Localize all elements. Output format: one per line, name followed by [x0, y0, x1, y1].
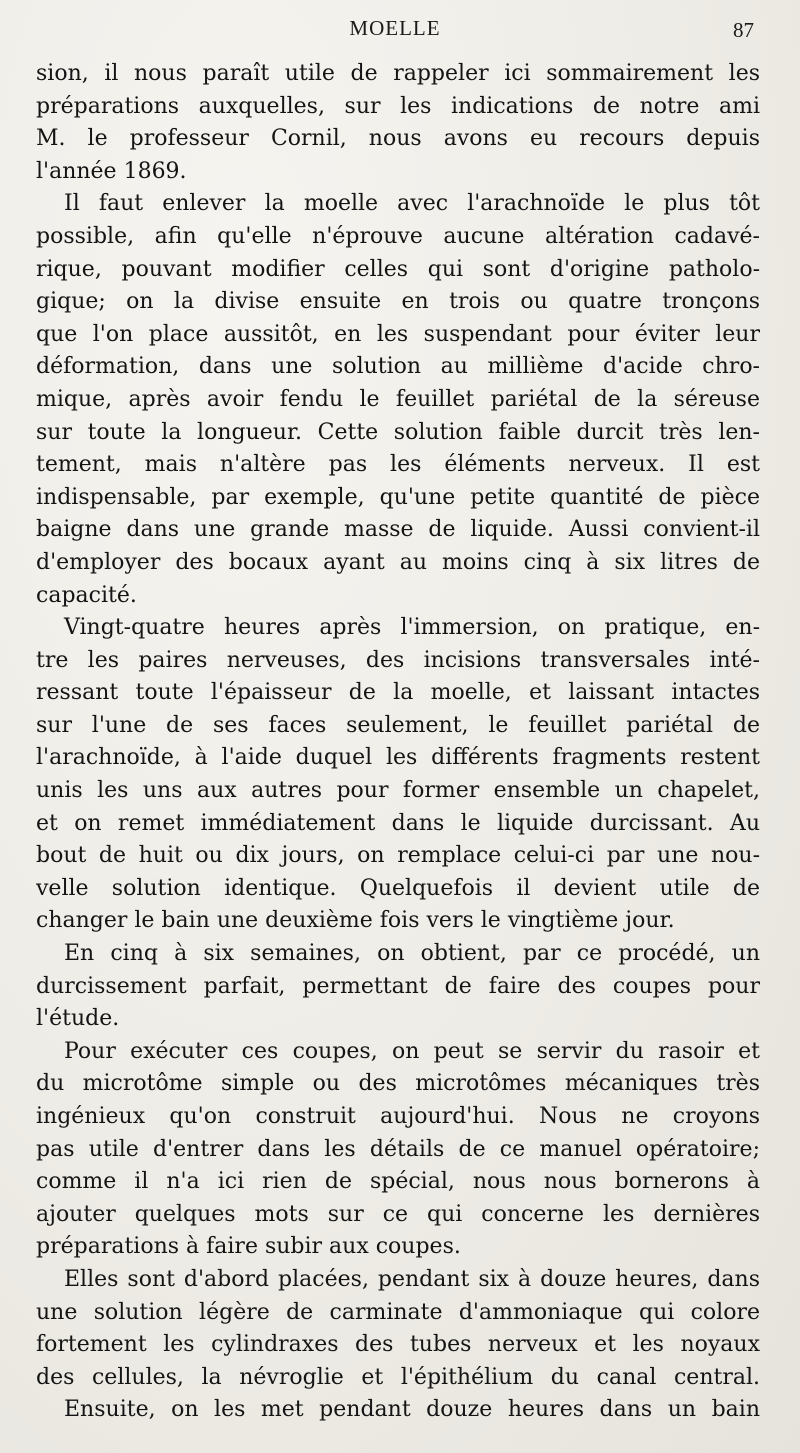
- text-line: changer le bain une deuxième fois vers le vingtième jour.: [36, 908, 675, 934]
- body-text: [36, 58, 760, 1427]
- text-line: baigne dans une grande masse de liquide. Aussi convient-il: [36, 517, 760, 543]
- running-head: [0, 16, 800, 44]
- text-line: rique, pouvant modifier celles qui sont d'origine patholo-: [36, 256, 760, 282]
- text-line: l'année 1869.: [36, 158, 187, 184]
- text-line: une solution légère de carminate d'ammoniaque qui colore: [36, 1299, 760, 1325]
- text-line: des cellules, la névroglie et l'épithélium du canal central.: [36, 1364, 760, 1390]
- text-line: l'étude.: [36, 1006, 120, 1032]
- text-line: possible, afin qu'elle n'éprouve aucune altération cadavé-: [36, 223, 760, 249]
- text-line: sion, il nous paraît utile de rappeler ici sommairement les: [36, 61, 760, 86]
- text-line: En cinq à six semaines, on obtient, par ce procédé, un: [64, 941, 760, 967]
- text-line: déformation, dans une solution au millième d'acide chro-: [36, 354, 760, 380]
- text-line: ajouter quelques mots sur ce qui concerne les dernières: [36, 1201, 760, 1227]
- text-line: sur toute la longueur. Cette solution faible durcit très len-: [36, 419, 760, 445]
- text-line: préparations à faire subir aux coupes.: [36, 1234, 461, 1260]
- text-line: capacité.: [36, 582, 137, 608]
- text-line: Ensuite, on les met pendant douze heures dans un bain: [64, 1397, 760, 1423]
- text-line: gique; on la divise ensuite en trois ou quatre tronçons: [36, 289, 760, 315]
- text-line: d'employer des bocaux ayant au moins cinq à six litres de: [36, 549, 760, 575]
- text-line: mique, après avoir fendu le feuillet pariétal de la séreuse: [36, 386, 760, 412]
- text-line: Vingt-quatre heures après l'immersion, on pratique, en-: [64, 615, 760, 641]
- text-line: sur l'une de ses faces seulement, le feuillet pariétal de: [36, 712, 760, 738]
- text-line: que l'on place aussitôt, en les suspendant pour éviter leur: [36, 321, 760, 347]
- text-line: Elles sont d'abord placées, pendant six à douze heures, dans: [64, 1266, 760, 1292]
- text-line: ingénieux qu'on construit aujourd'hui. Nous ne croyons: [36, 1104, 760, 1129]
- text-line: ressant toute l'épaisseur de la moelle, et laissant intactes: [36, 680, 760, 706]
- text-line: velle solution identique. Quelquefois il devient utile de: [36, 875, 760, 901]
- text-line: M. le professeur Cornil, nous avons eu recours depuis: [36, 126, 760, 152]
- text-line: du microtôme simple ou des microtômes mécaniques très: [36, 1071, 760, 1097]
- running-title: MOELLE: [349, 16, 441, 40]
- text-line: pas utile d'entrer dans les détails de ce manuel opératoire;: [36, 1136, 760, 1162]
- page-number: 87: [733, 18, 754, 42]
- text-line: l'arachnoïde, à l'aide duquel les différents fragments restent: [36, 745, 760, 771]
- text-line: fortement les cylindraxes des tubes nerveux et les noyaux: [36, 1332, 760, 1358]
- text-line: comme il n'a ici rien de spécial, nous nous bornerons à: [36, 1169, 760, 1195]
- text-line: et on remet immédiatement dans le liquide durcissant. Au: [36, 810, 760, 836]
- text-line: tre les paires nerveuses, des incisions transversales inté-: [36, 647, 760, 673]
- text-line: indispensable, par exemple, qu'une petite quantité de pièce: [36, 484, 760, 510]
- text-line: tement, mais n'altère pas les éléments nerveux. Il est: [36, 452, 760, 478]
- text-line: bout de huit ou dix jours, on remplace celui-ci par une nou-: [36, 843, 760, 869]
- text-line: Il faut enlever la moelle avec l'arachnoïde le plus tôt: [64, 191, 760, 217]
- text-line: durcissement parfait, permettant de faire des coupes pour: [36, 973, 760, 999]
- text-line: préparations auxquelles, sur les indications de notre ami: [36, 93, 760, 119]
- text-line: unis les uns aux autres pour former ensemble un chapelet,: [36, 778, 760, 804]
- text-line: Pour exécuter ces coupes, on peut se servir du rasoir et: [64, 1038, 760, 1064]
